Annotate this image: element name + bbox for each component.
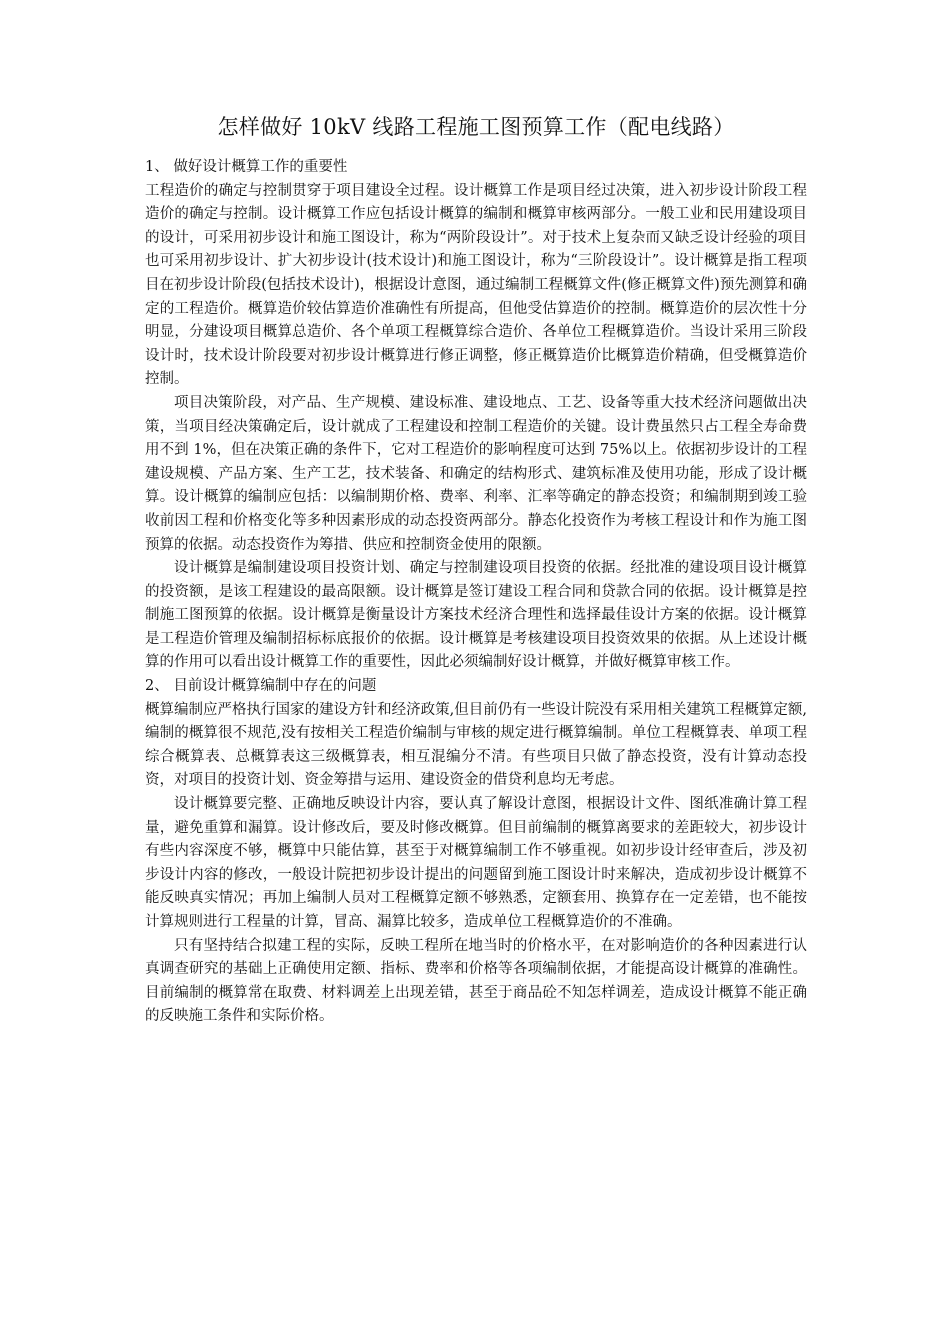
section-heading: 2、 目前设计概算编制中存在的问题 [145, 678, 377, 695]
paragraph: 概算编制应严格执行国家的建设方针和经济政策,但目前仍有一些设计院没有采用相关建筑工程概算定额,编制的概算很不规范,没有按相关工程造价编制与审核的规定进行概算编制。单位工程概算表、单项工程综合概算表、总概算表这三级概算表，相互混编分不清。有些项目只做了静态投资，没有计算动态投资，对项目的投资计划、资金筹措与运用、建设资金的借贷利息均无考虑。 [145, 701, 807, 789]
paragraph: 设计概算是编制建设项目投资计划、确定与控制建设项目投资的依据。经批准的建设项目设计概算的投资额，是该工程建设的最高限额。设计概算是签订建设工程合同和贷款合同的依据。设计概算是控制施工图预算的依据。设计概算是衡量设计方案技术经济合理性和选择最佳设计方案的依据。设计概算是工程造价管理及编制招标标底报价的依据。设计概算是考核建设项目投资效果的依据。从上述设计概算的作用可以看出设计概算工作的重要性，因此必须编制好设计概算，并做好概算审核工作。 [145, 560, 807, 671]
document-title: 怎样做好 10kV 线路工程施工图预算工作（配电线路） [217, 115, 735, 139]
section-problems [145, 675, 807, 1029]
paragraph: 工程造价的确定与控制贯穿于项目建设全过程。设计概算工作是项目经过决策，进入初步设计阶段工程造价的确定与控制。设计概算工作应包括设计概算的编制和概算审核两部分。一般工业和民用建设项目的设计，可采用初步设计和施工图设计，称为“两阶段设计”。对于技术上复杂而又缺乏设计经验的项目也可采用初步设计、扩大初步设计(技术设计)和施工图设计，称为“三阶段设计”。设计概算是指工程项目在初步设计阶段(包括技术设计)，根据设计意图，通过编制工程概算文件(修正概算文件)预先测算和确定的工程造价。概算造价较估算造价准确性有所提高，但他受估算造价的控制。概算造价的层次性十分明显，分建设项目概算总造价、各个单项工程概算综合造价、各单位工程概算造价。当设计采用三阶段设计时，技术设计阶段要对初步设计概算进行修正调整，修正概算造价比概算造价精确，但受概算造价控制。 [145, 182, 807, 388]
paragraph: 设计概算要完整、正确地反映设计内容，要认真了解设计意图，根据设计文件、图纸准确计算工程量，避免重算和漏算。设计修改后，要及时修改概算。但目前编制的概算离要求的差距较大，初步设计有些内容深度不够，概算中只能估算，甚至于对概算编制工作不够重视。如初步设计经审查后，涉及初步设计内容的修改，一般设计院把初步设计提出的问题留到施工图设计时来解决，造成初步设计概算不能反映真实情况；再加上编制人员对工程概算定额不够熟悉，定额套用、换算存在一定差错，也不能按计算规则进行工程量的计算，冒高、漏算比较多，造成单位工程概算造价的不准确。 [145, 796, 807, 930]
section-importance [145, 156, 807, 675]
paragraph: 项目决策阶段，对产品、生产规模、建设标准、建设地点、工艺、设备等重大技术经济问题做出决策，当项目经决策确定后，设计就成了工程建设和控制工程造价的关键。设计费虽然只占工程全寿命费用不到 1%，但在决策正确的条件下，它对工程造价的影响程度可达到 75%以上。依据初步设计的工程建设规模、产品方案、生产工艺，技术装备、和确定的结构形式、建筑标准及使用功能，形成了设计概算。设计概算的编制应包括：以编制期价格、费率、利率、汇率等确定的静态投资；和编制期到竣工验收前因工程和价格变化等多种因素形成的动态投资两部分。静态化投资作为考核工程设计和作为施工图预算的依据。动态投资作为筹措、供应和控制资金使用的限额。 [145, 394, 807, 553]
document-page [145, 112, 807, 1029]
section-heading: 1、 做好设计概算工作的重要性 [145, 159, 348, 175]
paragraph: 只有坚持结合拟建工程的实际，反映工程所在地当时的价格水平，在对影响造价的各种因素进行认真调查研究的基础上正确使用定额、指标、费率和价格等各项编制依据，才能提高设计概算的准确性。目前编制的概算常在取费、材料调差上出现差错，甚至于商品砼不知怎样调差，造成设计概算不能正确的反映施工条件和实际价格。 [145, 937, 807, 1025]
